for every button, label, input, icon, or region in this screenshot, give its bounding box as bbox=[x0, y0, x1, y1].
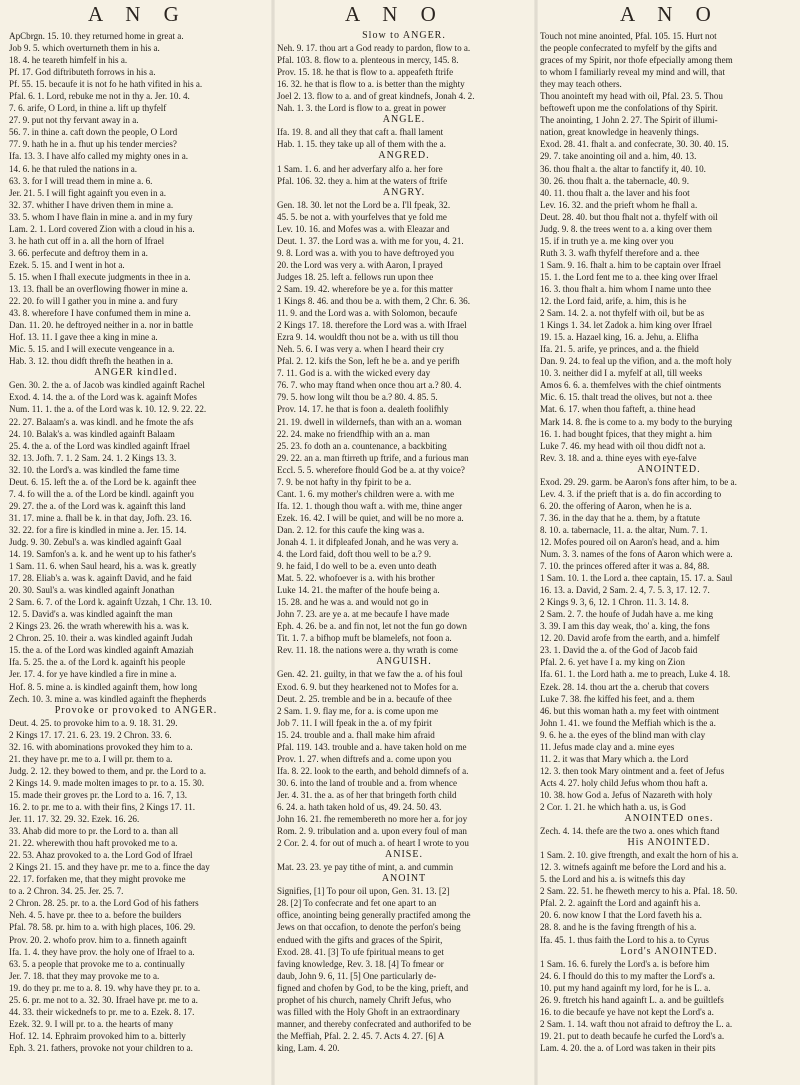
text-line: 14. 19. Samfon's a. k. and he went up to his father's bbox=[9, 549, 196, 560]
text-line: Judg. 9. 30. Zebul's a. was kindled againft Gaal bbox=[9, 536, 182, 547]
entry-heading: ANOINTED. bbox=[637, 463, 701, 475]
text-line: 22. 24. make no friendfhip with an a. man bbox=[277, 428, 430, 439]
text-line: 12. 3. then took Mary ointment and a. feet of Jefus bbox=[540, 765, 725, 776]
text-line: 16. 1. had bought fpices, that they might a. him bbox=[540, 428, 712, 439]
running-head-right: A N O bbox=[620, 2, 720, 26]
text-line: manner, and thereby confecrated and authorifed to be bbox=[277, 1018, 472, 1029]
text-line: 2 Sam. 6. 7. of the Lord k. againft Uzzah, 1 Chr. 13. 10. bbox=[9, 597, 212, 608]
text-line: 63. 5. a people that provoke me to a. continually bbox=[9, 958, 185, 969]
text-line: Judges 18. 25. left a. fellows run upon thee bbox=[277, 271, 434, 282]
entry-heading: Lord's ANOINTED. bbox=[620, 945, 718, 957]
text-line: 12. the Lord faid, arife, a. him, this is he bbox=[540, 296, 687, 307]
text-line: 5. the Lord and his a. is witnefs this day bbox=[540, 874, 686, 885]
column-rule bbox=[534, 0, 538, 1085]
text-line: 7. 9. be not hafty in thy fpirit to be a. bbox=[277, 476, 412, 487]
text-line: Thou anointeft my head with oil, Pfal. 23. 5. Thou bbox=[540, 91, 723, 102]
text-line: 28. 8. and he is the faving ftrength of his a. bbox=[540, 922, 697, 933]
text-line: Touch not mine anointed, Pfal. 105. 15. Hurt not bbox=[540, 31, 717, 41]
text-line: 2 Chron. 25. 10. their a. was kindled againft Judah bbox=[9, 633, 193, 644]
text-line: 21. they have pr. me to a. I will pr. them to a. bbox=[9, 753, 173, 764]
text-line: 1 Sam. 11. 6. when Saul heard, his a. was k. greatly bbox=[9, 561, 197, 572]
text-line: John 7. 23. are ye a. at me becaufe I have made bbox=[277, 609, 450, 620]
text-line: graces of my Spirit, nor thofe efpecially among them bbox=[540, 55, 733, 66]
text-line: Tit. 1. 7. a bifhop muft be blamelefs, not foon a. bbox=[277, 633, 452, 644]
text-line: 15. 1. the Lord fent me to a. thee king over Ifrael bbox=[540, 271, 718, 282]
text-line: prophet of his church, namely Chrift Jefus, who bbox=[277, 994, 452, 1005]
text-line: Ifa. 61. 1. the Lord hath a. me to preach, Luke 4. 18. bbox=[540, 669, 731, 680]
text-line: Ifa. 19. 8. and all they that caft a. fhall lament bbox=[277, 127, 444, 138]
text-line: 24. 10. Balak's a. was kindled againft Balaam bbox=[9, 428, 175, 439]
text-line: 16. 3. thou fhalt a. him whom I name unto thee bbox=[540, 283, 711, 294]
text-line: 32. 22. for a fire is kindled in mine a. Jer. 15. 14. bbox=[9, 524, 187, 535]
text-line: Ifa. 5. 25. the a. of the Lord k. againft his people bbox=[9, 657, 186, 668]
entry-heading: ANGRED. bbox=[378, 150, 430, 162]
text-line: the Meffiah, Pfal. 2. 2. 45. 7. Acts 4. 27. [6] A bbox=[277, 1030, 445, 1041]
text-line: Jer. 17. 4. for ye have kindled a fire in mine a. bbox=[9, 669, 177, 680]
text-line: 16. 13. a. David, 2 Sam. 2. 4, 7. 5. 3, 17. 12. 7. bbox=[540, 585, 710, 596]
text-line: Ezra 9. 14. wouldft thou not be a. with us till thou bbox=[277, 332, 459, 343]
text-line: 29. 7. take anointing oil and a. him, 40. 13. bbox=[540, 151, 697, 162]
text-line: 16. to die becaufe ye have not kept the Lord's a. bbox=[540, 1006, 714, 1017]
text-line: Prov. 20. 2. whofo prov. him to a. finneth againft bbox=[9, 934, 187, 945]
text-line: 15. made their groves pr. the Lord to a. 16. 7, 13. bbox=[9, 789, 188, 800]
text-line: 2 Kings 14. 9. made molten images to pr. to a. 15. 30. bbox=[9, 777, 204, 788]
text-line: 19. do they pr. me to a. 8. 19. why have they pr. to a. bbox=[9, 982, 201, 993]
column-middle bbox=[277, 30, 531, 1080]
running-heads bbox=[0, 0, 800, 28]
text-line: Deut. 1. 37. the Lord was a. with me for you, 4. 21. bbox=[277, 235, 464, 246]
text-line: 22. 17. forfaken me, that they might provoke me bbox=[9, 874, 186, 885]
text-line: faving knowledge, Rev. 3. 18. [4] To fmear or bbox=[277, 958, 444, 969]
text-line: 63. 3. for I will tread them in mine a. 6. bbox=[9, 175, 153, 186]
running-head-left: A N G bbox=[88, 2, 188, 26]
text-line: 22. 53. Ahaz provoked to a. the Lord God of Ifrael bbox=[9, 850, 193, 861]
text-line: 33. Ahab did more to pr. the Lord to a. than all bbox=[9, 826, 179, 837]
text-line: 7. 11. God is a. with the wicked every day bbox=[277, 368, 431, 379]
text-line: Luke 7. 38. fhe kiffed his feet, and a. them bbox=[540, 693, 695, 704]
text-line: king, Lam. 4. 20. bbox=[277, 1042, 340, 1053]
text-line: Pfal. 106. 32. they a. him at the waters of ftrife bbox=[277, 175, 448, 186]
column-left bbox=[9, 30, 263, 1080]
text-line: Deut. 28. 40. but thou fhalt not a. thyfelf with oil bbox=[540, 211, 718, 222]
text-line: Prov. 14. 17. he that is foon a. dealeth foolifhly bbox=[277, 404, 449, 415]
entry-heading: ANOINTED ones. bbox=[624, 813, 714, 825]
entry-heading: ANGUISH. bbox=[376, 656, 432, 668]
text-line: Deut. 2. 25. tremble and be in a. becaufe of thee bbox=[277, 693, 452, 704]
text-line: John 1. 41. we found the Meffiah which is the a. bbox=[540, 717, 716, 728]
text-line: ApCbrgn. 15. 10. they returned home in great a. bbox=[9, 31, 184, 41]
text-line: 11. 2. it was that Mary which a. the Lord bbox=[540, 753, 689, 764]
text-line: 30. 6. into the land of trouble and a. from whence bbox=[277, 777, 458, 788]
text-line: 15. the a. of the Lord was kindled againft Amaziah bbox=[9, 645, 194, 656]
text-line: 23. 1. David the a. of the God of Jacob faid bbox=[540, 645, 698, 656]
text-line: 76. 7. who may ftand when once thou art a.? 80. 4. bbox=[277, 380, 462, 391]
text-line: Pf. 55. 15. becaufe it is not fo he hath vifited in his a. bbox=[9, 79, 203, 90]
text-line: 10. 3. neither did I a. myfelf at all, till weeks bbox=[540, 368, 703, 379]
text-line: 20. 6. now know I that the Lord faveth his a. bbox=[540, 910, 702, 921]
text-line: 12. 20. David arofe from the earth, and a. himfelf bbox=[540, 633, 720, 644]
text-line: 5. 15. when I fhall execute judgments in thee in a. bbox=[9, 271, 191, 282]
text-line: 1 Sam. 9. 16. fhalt a. him to be captain over Ifrael bbox=[540, 259, 722, 270]
text-line: Luke 14. 21. the mafter of the houfe being a. bbox=[277, 585, 440, 596]
text-line: Rev. 3. 18. and a. thine eyes with eye-falve bbox=[540, 452, 697, 463]
text-line: Hof. 12. 14. Ephraim provoked him to a. bitterly bbox=[9, 1030, 186, 1041]
text-line: 44. 33. their wickednefs to pr. me to a. Ezek. 8. 17. bbox=[9, 1006, 195, 1017]
text-line: 21. 19. dwell in wildernefs, than with an a. woman bbox=[277, 416, 462, 427]
text-line: 31. 17. mine a. fhall be k. in that day, Jofh. 23. 16. bbox=[9, 512, 192, 523]
text-line: 26. 9. ftretch his hand againft L. a. and be guiltlefs bbox=[540, 994, 724, 1005]
text-line: Hof. 8. 5. mine a. is kindled againft them, how long bbox=[9, 681, 198, 692]
text-line: Hof. 13. 11. I gave thee a king in mine a. bbox=[9, 332, 158, 343]
text-line: 40. 11. thou fhalt a. the laver and his foot bbox=[540, 187, 690, 198]
text-line: Mat. 23. 23. ye pay tithe of mint, a. and cummin bbox=[277, 862, 454, 873]
text-line: 43. 8. wherefore I have confumed them in mine a. bbox=[9, 308, 191, 319]
text-line: Ezek. 28. 14. thou art the a. cherub that covers bbox=[540, 681, 709, 692]
text-line: 9. 8. Lord was a. with you to have deftroyed you bbox=[277, 247, 455, 258]
text-line: endued with the gifts and graces of the Spirit, bbox=[277, 934, 443, 945]
text-line: Deut. 4. 25. to provoke him to a. 9. 18. 31. 29. bbox=[9, 717, 178, 728]
text-line: Job 9. 5. which overturneth them in his a. bbox=[9, 43, 160, 54]
text-line: 1 Sam. 2. 10. give ftrength, and exalt the horn of his a. bbox=[540, 850, 739, 861]
text-line: 21. 22. wherewith thou haft provoked me to a. bbox=[9, 838, 178, 849]
text-line: 32. 37. whither I have driven them in mine a. bbox=[9, 199, 174, 210]
text-line: Luke 7. 46. my head with oil thou didft not a. bbox=[540, 440, 706, 451]
text-line: Rev. 11. 18. the nations were a. thy wrath is come bbox=[277, 645, 458, 656]
text-line: Ifa. 12. 1. though thou waft a. with me, thine anger bbox=[277, 500, 463, 511]
text-line: Ezek. 5. 15. and I went in hot a. bbox=[9, 259, 125, 270]
text-line: 2 Sam. 1. 9. flay me, for a. is come upon me bbox=[277, 705, 439, 716]
text-line: Judg. 9. 8. the trees went to a. a king over them bbox=[540, 223, 712, 234]
text-line: Exod. 28. 41. [3] To ufe fpiritual means to get bbox=[277, 946, 444, 957]
text-line: Pfal. 103. 8. flow to a. plenteous in mercy, 145. 8. bbox=[277, 55, 459, 66]
text-line: 2 Sam. 19. 42. wherefore be ye a. for this matter bbox=[277, 283, 453, 294]
text-line: 10. put my hand againft my lord, for he is L. a. bbox=[540, 982, 711, 993]
text-line: they may teach others. bbox=[540, 79, 622, 90]
text-line: Ifa. 21. 5. arife, ye princes, and a. the fhield bbox=[540, 344, 699, 355]
text-line: Jer. 21. 5. I will fight againft you even in a. bbox=[9, 187, 167, 198]
text-line: 56. 7. in thine a. caft down the people, O Lord bbox=[9, 127, 178, 138]
text-line: 32. 10. the Lord's a. was kindled the fame time bbox=[9, 464, 180, 475]
text-line: Dan. 11. 20. he deftroyed neither in a. nor in battle bbox=[9, 320, 194, 331]
text-line: 3. 39. I am this day weak, tho' a. king, the fons bbox=[540, 621, 710, 632]
text-line: 14. 6. he that ruled the nations in a. bbox=[9, 163, 138, 174]
text-line: 3. 66. perfecute and deftroy them in a. bbox=[9, 247, 148, 258]
text-line: to whom I familiarly reveal my mind and will, that bbox=[540, 67, 725, 78]
text-line: 1 Sam. 1. 6. and her adverfary alfo a. her fore bbox=[277, 163, 443, 174]
text-line: the people confecrated to myfelf by the gifts and bbox=[540, 43, 717, 54]
entry-heading: His ANOINTED. bbox=[627, 837, 711, 849]
text-line: Mic. 6. 15. thalt tread the olives, but not a. thee bbox=[540, 392, 712, 403]
text-line: 11. Jefus made clay and a. mine eyes bbox=[540, 741, 675, 752]
text-line: Mic. 5. 15. and I will execute vengeance in a. bbox=[9, 344, 175, 355]
text-line: 16. 2. to pr. me to a. with their fins, 2 Kings 17. 11. bbox=[9, 802, 196, 812]
text-line: 2 Cor. 2. 4. for out of much a. of heart I wrote to you bbox=[277, 838, 469, 849]
entry-heading: ANGRY. bbox=[382, 186, 426, 198]
text-line: Neh. 5. 6. I was very a. when I heard their cry bbox=[277, 344, 444, 355]
text-line: 2 Kings 17. 18. therefore the Lord was a. with Ifrael bbox=[277, 320, 467, 331]
text-line: Hab. 3. 12. thou didft threfh the heathen in a. bbox=[9, 356, 173, 367]
text-line: 1 Sam. 16. 6. furely the Lord's a. is before him bbox=[540, 958, 710, 969]
text-line: Job 7. 11. I will fpeak in the a. of my fpirit bbox=[277, 717, 432, 728]
entry-heading: Slow to ANGER. bbox=[362, 30, 446, 41]
text-line: Neh. 9. 17. thou art a God ready to pardon, flow to a. bbox=[277, 43, 471, 54]
text-line: Lev. 16. 32. and the prieft whom he fhall a. bbox=[540, 199, 698, 210]
text-line: Pfal. 78. 58. pr. him to a. with high places, 106. 29. bbox=[9, 922, 196, 933]
text-line: Lam. 2. 1. Lord covered Zion with a cloud in his a. bbox=[9, 223, 195, 234]
text-line: Ezek. 16. 42. I will be quiet, and will be no more a. bbox=[277, 512, 464, 523]
text-line: Num. 11. 1. the a. of the Lord was k. 10. 12. 9. 22. 22. bbox=[9, 404, 207, 415]
text-line: 28. [2] To confecrate and fet one apart to an bbox=[277, 898, 437, 909]
text-line: 7. 6. arife, O Lord, in thine a. lift up thyfelf bbox=[9, 103, 167, 114]
text-line: Mat. 6. 17. when thou fafteft, a. thine head bbox=[540, 404, 696, 415]
text-line: Dan. 2. 12. for this caufe the king was a. bbox=[277, 524, 425, 535]
text-line: Hab. 1. 15. they take up all of them with the a. bbox=[277, 139, 446, 150]
text-line: Lam. 4. 20. the a. of Lord was taken in their pits bbox=[540, 1042, 716, 1053]
text-line: Amos 6. 6. a. themfelves with the chief ointments bbox=[540, 380, 722, 391]
text-line: Exod. 4. 14. the a. of the Lord was k. againft Mofes bbox=[9, 392, 197, 403]
text-line: Exod. 28. 41. fhalt a. and confecrate, 30. 30. 40. 15. bbox=[540, 139, 729, 150]
column-right bbox=[540, 30, 798, 1080]
text-line: Ifa. 45. 1. thus faith the Lord to his a. to Cyrus bbox=[540, 934, 709, 945]
text-line: 30. 26. thou fhalt a. the tabernacle, 40. 9. bbox=[540, 175, 689, 186]
text-line: Pfal. 2. 2. againft the Lord and againft his a. bbox=[540, 898, 701, 909]
text-line: 2 Cor. 1. 21. he which hath a. us, is God bbox=[540, 802, 686, 812]
text-line: 20. 30. Saul's a. was kindled againft Jonathan bbox=[9, 585, 175, 596]
text-line: Joel 2. 13. flow to a. and of great kindnefs, Jonah 4. 2. bbox=[277, 91, 475, 102]
text-line: 2 Sam. 1. 14. waft thou not afraid to deftroy the L. a. bbox=[540, 1018, 733, 1029]
text-line: 25. 4. the a. of the Lord was kindled againft Ifrael bbox=[9, 440, 191, 451]
text-line: was filled with the Holy Ghoft in an extraordinary bbox=[277, 1006, 460, 1017]
text-line: Lev. 10. 16. and Mofes was a. with Eleazar and bbox=[277, 223, 450, 234]
text-line: 12. Mofes poured oil on Aaron's head, and a. him bbox=[540, 536, 720, 547]
text-line: Num. 3. 3. names of the fons of Aaron which were a. bbox=[540, 549, 733, 560]
text-line: 2 Sam. 14. 2. a. not thyfelf with oil, but be as bbox=[540, 308, 705, 319]
text-line: 29. 27. the a. of the Lord was k. againft this land bbox=[9, 500, 186, 511]
text-line: Jer. 11. 17. 32. 29. 32. Ezek. 16. 26. bbox=[9, 814, 140, 825]
text-line: 24. 6. I fhould do this to my mafter the Lord's a. bbox=[540, 970, 715, 981]
text-line: 11. 9. and the Lord was a. with Solomon, becaufe bbox=[277, 308, 458, 319]
text-line: Pfal. 2. 12. kifs the Son, left he be a. and ye perifh bbox=[277, 356, 460, 367]
text-line: 15. 28. and he was a. and would not go in bbox=[277, 597, 429, 608]
text-line: 1 Kings 1. 34. let Zadok a. him king over Ifrael bbox=[540, 320, 712, 331]
entry-heading: ANISE. bbox=[385, 849, 423, 861]
text-line: figned and chofen by God, to be the king, prieft, and bbox=[277, 982, 469, 993]
text-line: Pfal. 6. 1. Lord, rebuke me not in thy a. Jer. 10. 4. bbox=[9, 91, 190, 102]
text-line: 19. 21. put to death becaufe he curfed the Lord's a. bbox=[540, 1030, 725, 1041]
text-line: 27. 9. put not thy fervant away in a. bbox=[9, 115, 139, 126]
text-line: 3. he hath cut off in a. all the horn of Ifrael bbox=[9, 235, 165, 246]
text-line: 2 Kings 21. 15. and they have pr. me to a. fince the day bbox=[9, 862, 210, 873]
text-line: Acts 4. 27. holy child Jefus whom thou haft a. bbox=[540, 777, 708, 788]
text-line: 6. 20. the offering of Aaron, when he is a. bbox=[540, 500, 692, 511]
text-line: 7. 4. fo will the a. of the Lord be kindl. againft you bbox=[9, 488, 194, 499]
text-line: Deut. 6. 15. left the a. of the Lord be k. againft thee bbox=[9, 476, 197, 487]
text-line: 25. 6. pr. me not to a. 32. 30. Ifrael have pr. me to a. bbox=[9, 994, 198, 1005]
text-line: 2 Sam. 2. 7. the houfe of Judah have a. me king bbox=[540, 609, 713, 620]
text-line: 12. 5. David's a. was kindled againft the man bbox=[9, 609, 173, 620]
text-line: 22. 27. Balaam's a. was kindl. and he fmote the afs bbox=[9, 416, 194, 427]
entry-heading: ANGLE. bbox=[382, 114, 426, 126]
text-line: Signifies, [1] To pour oil upon, Gen. 31. 13. [2] bbox=[277, 886, 450, 897]
text-line: Prov. 1. 27. when diftrefs and a. come upon you bbox=[277, 753, 452, 764]
text-line: 20. the Lord was very a. with Aaron, I prayed bbox=[277, 259, 443, 270]
text-line: 12. 3. witnefs againft me before the Lord and his a. bbox=[540, 862, 727, 873]
text-line: 2 Kings 23. 26. the wrath wherewith his a. was k. bbox=[9, 621, 189, 632]
text-line: Lev. 4. 3. if the prieft that is a. do fin according to bbox=[540, 488, 722, 499]
text-line: Mark 14. 8. fhe is come to a. my body to the burying bbox=[540, 416, 733, 427]
text-line: to a. 2 Chron. 34. 25. Jer. 25. 7. bbox=[9, 886, 124, 897]
text-line: beftoweft upon me the confolations of thy Spirit. bbox=[540, 103, 718, 114]
text-line: Mat. 5. 22. whofoever is a. with his brother bbox=[277, 573, 435, 584]
text-line: 2 Chron. 28. 25. pr. to a. the Lord God of his fathers bbox=[9, 898, 199, 909]
text-line: John 16. 21. fhe remembereth no more her a. for joy bbox=[277, 814, 468, 825]
text-line: 6. 24. a. hath taken hold of us, 49. 24. 50. 43. bbox=[277, 802, 442, 812]
text-line: 8. 10. a. tabernacle, 11. a. the altar, Num. 7. 1. bbox=[540, 524, 708, 535]
text-line: Rom. 2. 9. tribulation and a. upon every foul of man bbox=[277, 826, 467, 837]
text-line: Ifa. 1. 4. they have prov. the holy one of Ifrael to a. bbox=[9, 946, 195, 957]
text-line: Zech. 10. 3. mine a. was kindled againft the fhepherds bbox=[9, 693, 207, 704]
text-line: Ifa. 13. 3. I have alfo called my mighty ones in a. bbox=[9, 151, 189, 162]
text-line: 32. 16. with abominations provoked they him to a. bbox=[9, 741, 193, 752]
text-line: Exod. 6. 9. but they hearkened not to Mofes for a. bbox=[277, 681, 459, 692]
text-line: 15. 24. trouble and a. fhall make him afraid bbox=[277, 729, 435, 740]
text-line: nation, great knowledge in heavenly things. bbox=[540, 127, 699, 138]
entry-heading: ANGER kindled. bbox=[94, 367, 178, 379]
text-line: 2 Kings 17. 17. 21. 6. 23. 19. 2 Chron. 33. 6. bbox=[9, 729, 172, 740]
text-line: Eph. 3. 21. fathers, provoke not your children to a. bbox=[9, 1042, 193, 1053]
text-line: Exod. 29. 29. garm. be Aaron's fons after him, to be a. bbox=[540, 476, 737, 487]
text-line: 9. 6. he a. the eyes of the blind man with clay bbox=[540, 729, 706, 740]
text-line: Jer. 4. 31. the a. as of her that bringeth forth child bbox=[277, 789, 457, 800]
text-line: 45. 5. be not a. with yourfelves that ye fold me bbox=[277, 211, 447, 222]
text-line: 33. 5. whom I have flain in mine a. and in my fury bbox=[9, 211, 193, 222]
text-line: Ezek. 32. 9. I will pr. to a. the hearts of many bbox=[9, 1018, 174, 1029]
text-line: 2 Kings 9. 3, 6, 12. 1 Chron. 11. 3. 14. 8. bbox=[540, 597, 689, 608]
text-line: daub, John 9. 6, 11. [5] One particularly de- bbox=[277, 970, 437, 981]
text-line: 32. 13. Jofh. 7. 1. 2 Sam. 24. 1. 2 Kings 13. 3. bbox=[9, 452, 177, 463]
text-line: Jer. 7. 18. that they may provoke me to a. bbox=[9, 970, 160, 981]
text-line: office, anointing being generally practifed among the bbox=[277, 910, 471, 921]
text-line: Gen. 42. 21. guilty, in that we faw the a. of his foul bbox=[277, 669, 463, 680]
text-line: 19. 15. a. Hazael king, 16. a. Jehu, a. Elifha bbox=[540, 332, 699, 343]
text-line: Judg. 2. 12. they bowed to them, and pr. the Lord to a. bbox=[9, 765, 206, 776]
text-line: Gen. 30. 2. the a. of Jacob was kindled againft Rachel bbox=[9, 380, 205, 391]
entry-heading: ANOINT bbox=[381, 873, 427, 885]
text-line: 16. 32. he that is flow to a. is better than the mighty bbox=[277, 79, 465, 90]
text-line: 10. 38. how God a. Jefus of Nazareth with holy bbox=[540, 789, 713, 800]
text-line: Pfal. 119. 143. trouble and a. have taken hold on me bbox=[277, 741, 467, 752]
text-line: 2 Sam. 22. 51. he fheweth mercy to his a. Pfal. 18. 50. bbox=[540, 886, 738, 897]
text-line: Neh. 4. 5. have pr. thee to a. before the builders bbox=[9, 910, 182, 921]
text-line: Eph. 4. 26. be a. and fin not, let not the fun go down bbox=[277, 621, 467, 632]
text-line: Eccl. 5. 5. wherefore fhould God be a. at thy voice? bbox=[277, 464, 465, 475]
text-line: Jonah 4. 1. it difpleafed Jonah, and he was very a. bbox=[277, 536, 459, 547]
text-line: Cant. 1. 6. my mother's children were a. with me bbox=[277, 488, 455, 499]
text-line: 17. 28. Eliab's a. was k. againft David, and he faid bbox=[9, 573, 192, 584]
text-line: 4. the Lord faid, doft thou well to be a.? 9. bbox=[277, 549, 432, 560]
text-line: The anointing, 1 John 2. 27. The Spirit of illumi- bbox=[540, 115, 718, 126]
text-line: 1 Kings 8. 46. and thou be a. with them, 2 Chr. 6. 36. bbox=[277, 296, 470, 307]
text-line: 18. 4. he teareth himfelf in his a. bbox=[9, 55, 128, 66]
text-line: Pf. 17. God diftributeth forrows in his a. bbox=[9, 67, 156, 78]
text-line: 7. 10. the princes offered after it was a. 84, 88. bbox=[540, 561, 710, 572]
text-line: Pfal. 2. 6. yet have I a. my king on Zion bbox=[540, 657, 685, 668]
running-head-middle: A N O bbox=[345, 2, 445, 26]
text-line: 15. if in truth ye a. me king over you bbox=[540, 235, 674, 246]
text-line: Nah. 1. 3. the Lord is flow to a. great in power bbox=[277, 103, 446, 114]
text-line: Ruth 3. 3. wafh thyfelf therefore and a. thee bbox=[540, 247, 700, 258]
text-line: Gen. 18. 30. let not the Lord be a. I'll fpeak, 32. bbox=[277, 199, 451, 210]
entry-heading: Provoke or provoked to ANGER. bbox=[54, 704, 218, 716]
text-line: 1 Sam. 10. 1. the Lord a. thee captain, 15. 17. a. Saul bbox=[540, 573, 733, 584]
text-line: 46. but this woman hath a. my feet with ointment bbox=[540, 705, 720, 716]
text-line: Ifa. 8. 22. look to the earth, and behold dimnefs of a. bbox=[277, 765, 469, 776]
text-line: 22. 20. fo will I gather you in mine a. and fury bbox=[9, 296, 178, 307]
text-line: 9. he faid, I do well to be a. even unto death bbox=[277, 561, 437, 572]
text-line: 77. 9. hath he in a. fhut up his tender mercies? bbox=[9, 139, 177, 150]
text-line: Dan. 9. 24. to feal up the vifion, and a. the moft holy bbox=[540, 356, 732, 367]
text-line: 36. thou fhalt a. the altar to fanctify it, 40. 10. bbox=[540, 163, 706, 174]
text-line: Jews on that occafion, to denote the perfon's being bbox=[277, 922, 461, 933]
text-line: Zech. 4. 14. thefe are the two a. ones which ftand bbox=[540, 826, 720, 837]
text-line: 25. 23. fo doth an a. countenance, a backbiting bbox=[277, 440, 447, 451]
text-line: 7. 36. in the day that he a. them, by a ftatute bbox=[540, 512, 700, 523]
text-line: 79. 5. how long wilt thou be a.? 80. 4. 85. 5. bbox=[277, 392, 438, 403]
text-line: Prov. 15. 18. he that is flow to a. appeafeth ftrife bbox=[277, 67, 454, 78]
text-line: 29. 22. an a. man ftirreth up ftrife, and a furious man bbox=[277, 452, 469, 463]
text-line: 13. 13. fhall be an overflowing fhower in mine a. bbox=[9, 283, 188, 294]
column-rule bbox=[271, 0, 275, 1085]
